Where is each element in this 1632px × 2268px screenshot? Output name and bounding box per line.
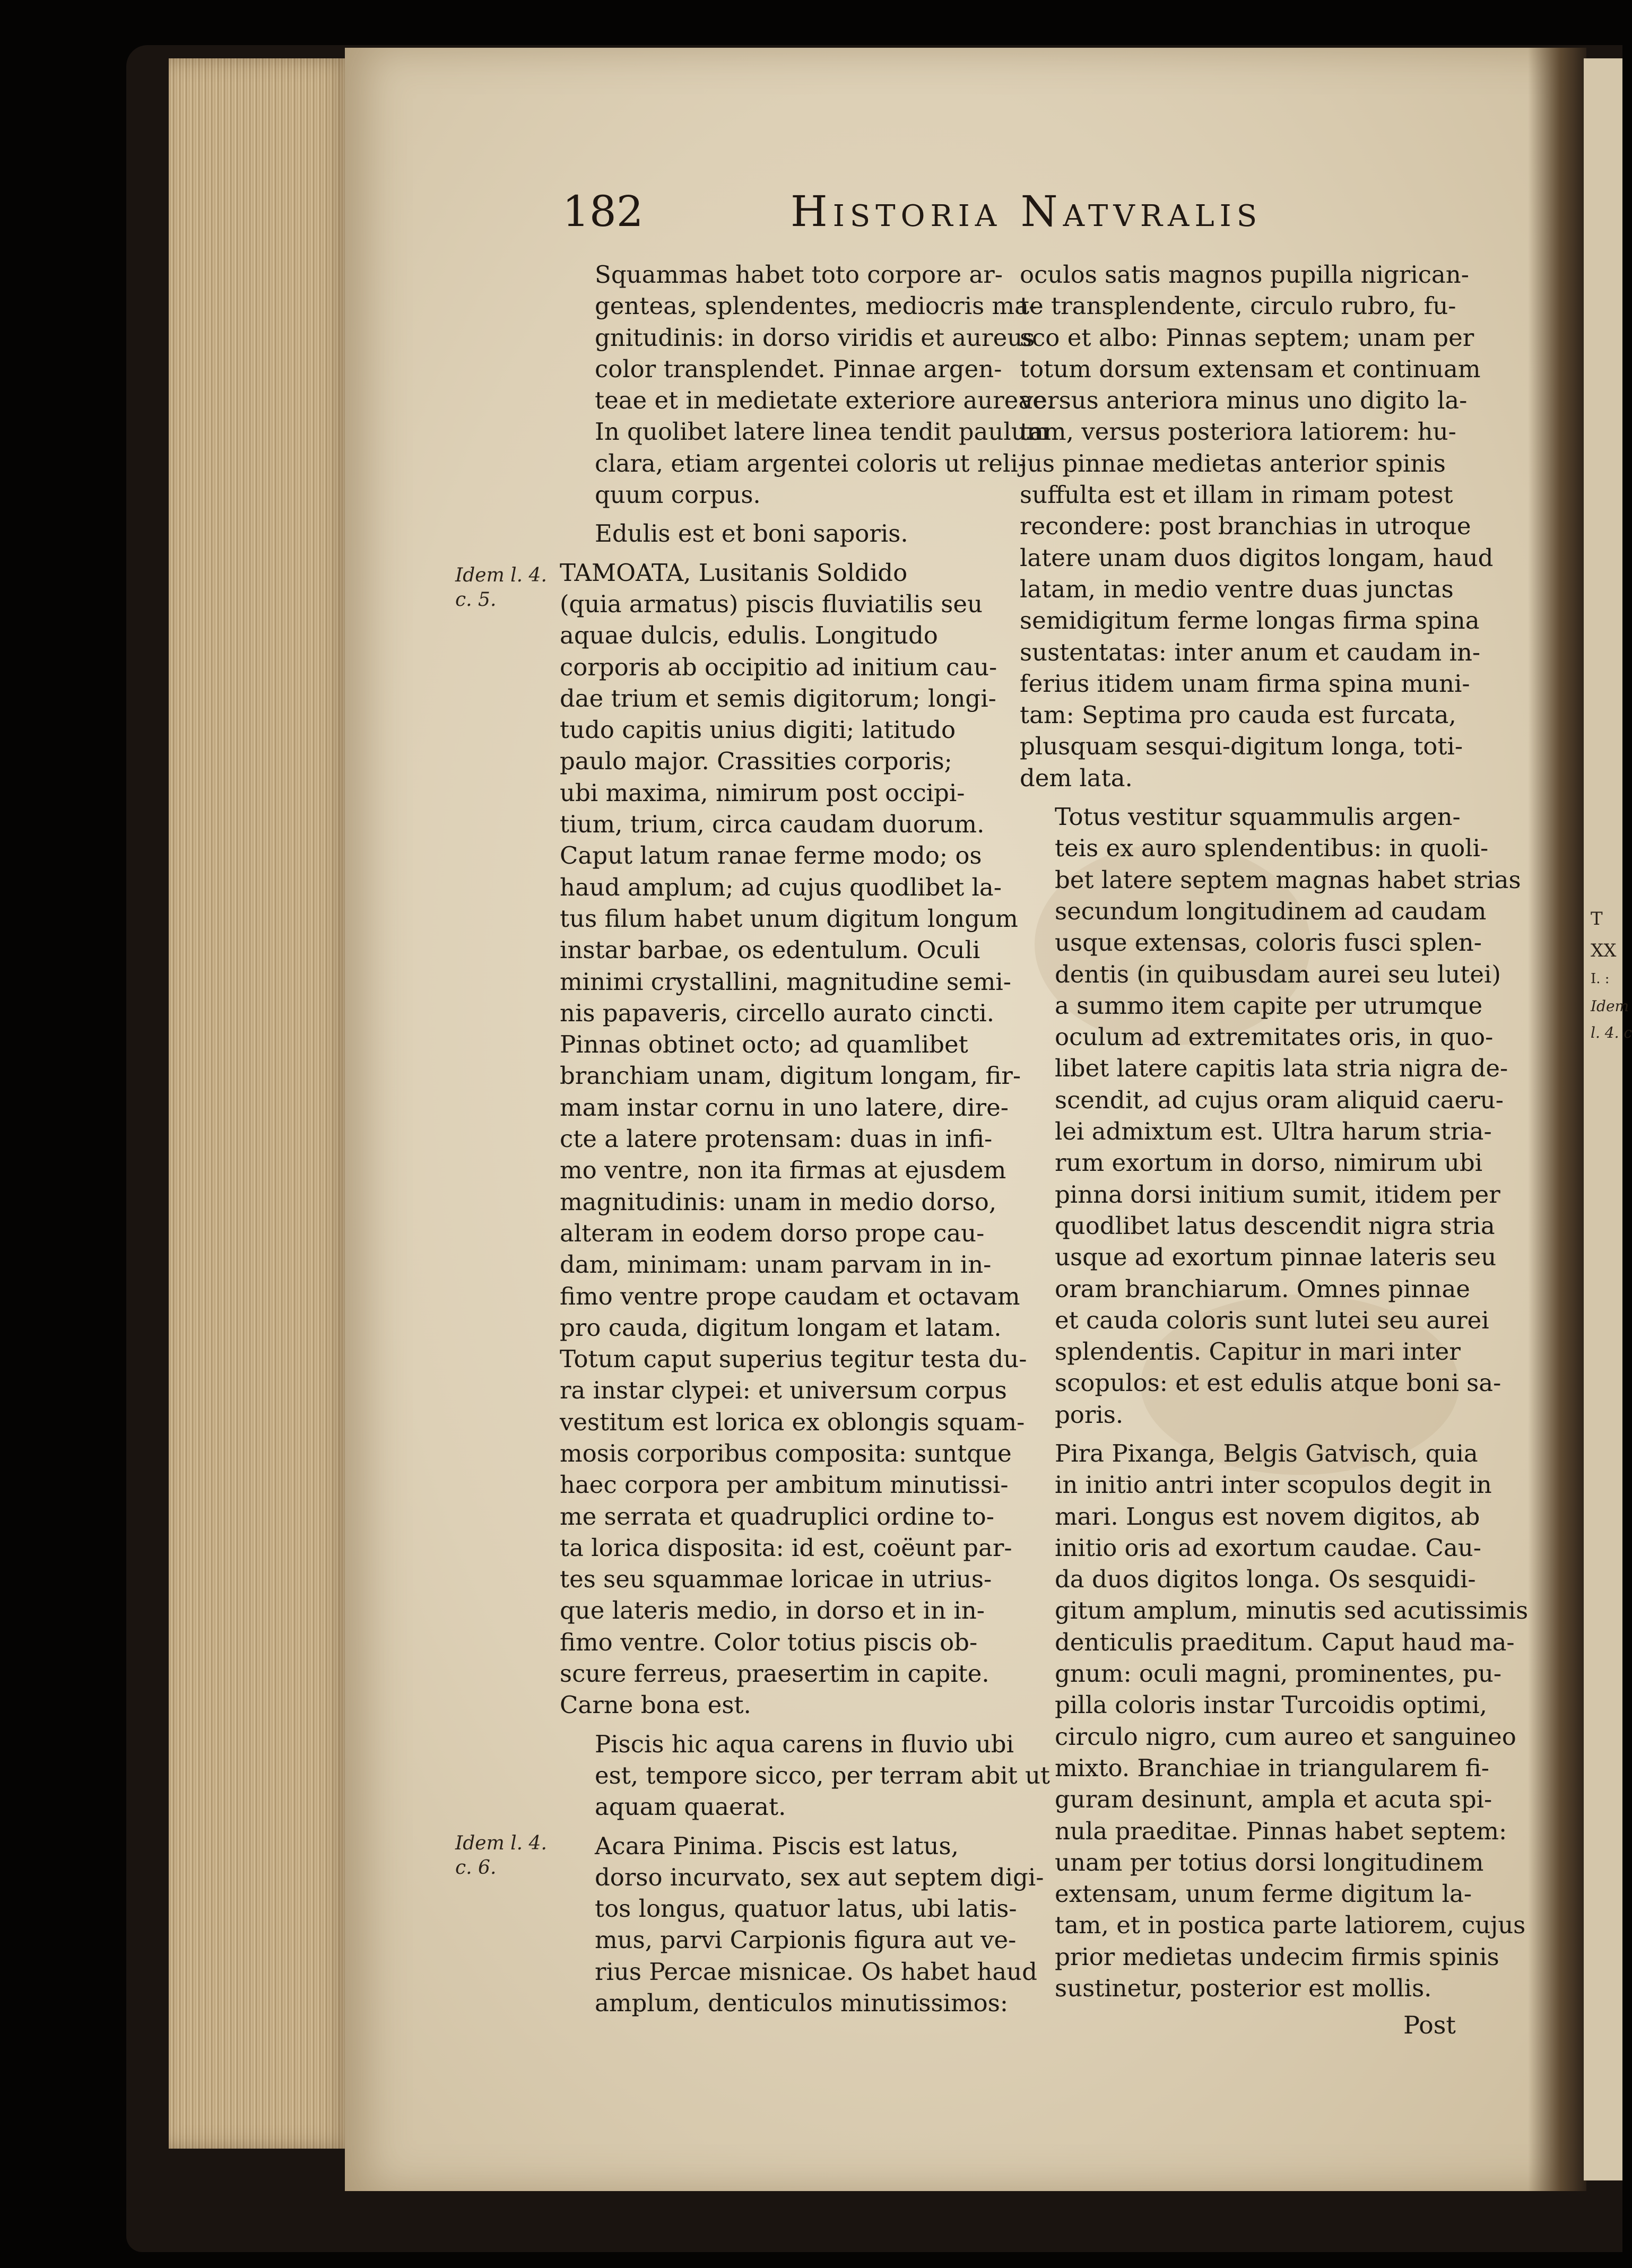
- text-line: que lateris medio, in dorso et in in-: [560, 1596, 985, 1625]
- text-line: ta lorica disposita: id est, coëunt par-: [560, 1533, 1012, 1562]
- text-line: pilla coloris instar Turcoidis optimi,: [1055, 1691, 1487, 1719]
- text-line: semidigitum ferme longas firma spina: [1020, 606, 1480, 635]
- paragraph: [1020, 259, 1494, 794]
- running-title: Historia Natvralis: [791, 187, 1263, 236]
- text-line: dem lata.: [1020, 763, 1133, 792]
- text-line: splendentis. Capitur in mari inter: [1055, 1337, 1461, 1366]
- text-line: et cauda coloris sunt lutei seu aurei: [1055, 1306, 1489, 1334]
- text-line: paulo major. Crassities corporis;: [560, 747, 952, 776]
- page-gutter: [1528, 48, 1586, 2191]
- text-line: aquae dulcis, edulis. Longitudo: [560, 621, 938, 650]
- text-line: tam, versus posteriora latiorem: hu-: [1020, 418, 1456, 446]
- text-line: quodlibet latus descendit nigra stria: [1055, 1211, 1495, 1240]
- next-page-fragment: l. 4. c: [1591, 1024, 1632, 1041]
- text-line: plusquam sesqui-digitum longa, toti-: [1020, 732, 1463, 761]
- text-line: circulo nigro, cum aureo et sanguineo: [1055, 1722, 1516, 1751]
- text-line: tam, et in postica parte latiorem, cujus: [1055, 1911, 1526, 1940]
- paragraph: [1020, 801, 1521, 1430]
- text-line: ferius itidem unam firma spina muni-: [1020, 669, 1470, 698]
- paragraph: [560, 557, 1027, 1721]
- text-line: (quia armatus) piscis fluviatilis seu: [560, 589, 983, 618]
- text-line: corporis ab occipitio ad initium cau-: [560, 653, 997, 681]
- text-line: TAMOATA, Lusitanis Soldido: [560, 558, 908, 587]
- running-header: [562, 187, 1544, 245]
- paragraph: [560, 1830, 1044, 2019]
- text-line: Caput latum ranae ferme modo; os: [560, 841, 982, 870]
- text-line: magnitudinis: unam in medio dorso,: [560, 1187, 997, 1216]
- text-line: scopulos: et est edulis atque boni sa-: [1055, 1369, 1501, 1397]
- text-line: tium, trium, circa caudam duorum.: [560, 810, 985, 839]
- text-line: mixto. Branchiae in triangularem fi-: [1055, 1753, 1489, 1782]
- text-line: gnitudinis: in dorso viridis et aureus: [595, 323, 1035, 352]
- text-line: dentis (in quibusdam aurei seu lutei): [1055, 960, 1501, 988]
- margin-note: Idem l. 4. c. 6.: [455, 1832, 547, 1879]
- text-line: sustinetur, posterior est mollis.: [1055, 1974, 1432, 2003]
- next-page-fragment: T: [1591, 908, 1603, 929]
- text-line: guram desinunt, ampla et acuta spi-: [1055, 1785, 1492, 1814]
- text-line: oculos satis magnos pupilla nigrican-: [1020, 260, 1469, 289]
- text-line: nis papaveris, circello aurato cincti.: [560, 998, 995, 1027]
- text-line: teis ex auro splendentibus: in quoli-: [1055, 834, 1489, 863]
- text-line: aquam quaerat.: [595, 1793, 786, 1821]
- text-line: initio oris ad exortum caudae. Cau-: [1055, 1533, 1481, 1562]
- text-line: branchiam unam, digitum longam, fir-: [560, 1062, 1021, 1090]
- text-line: clara, etiam argentei coloris ut reli-: [595, 449, 1027, 477]
- text-line: pinna dorsi initium sumit, itidem per: [1055, 1180, 1500, 1209]
- text-line: scendit, ad cujus oram aliquid caeru-: [1055, 1085, 1504, 1114]
- text-line: rius Percae misnicae. Os habet haud: [595, 1957, 1037, 1986]
- next-page-fragment: XX: [1591, 940, 1617, 961]
- text-line: Pinnas obtinet octo; ad quamlibet: [560, 1030, 968, 1059]
- text-line: cte a latere protensam: duas in infi-: [560, 1125, 993, 1153]
- text-line: poris.: [1055, 1400, 1124, 1429]
- page-edges: [169, 58, 352, 2149]
- next-page-edge: [1584, 58, 1622, 2180]
- text-line: mam instar cornu in uno latere, dire-: [560, 1093, 1009, 1122]
- paragraph: [560, 518, 1000, 549]
- text-line: secundum longitudinem ad caudam: [1055, 897, 1487, 925]
- paragraph: [560, 259, 1055, 510]
- text-line: prior medietas undecim firmis spinis: [1055, 1942, 1499, 1971]
- text-line: recondere: post branchias in utroque: [1020, 512, 1471, 541]
- text-line: nula praeditae. Pinnas habet septem:: [1055, 1817, 1507, 1845]
- text-line: te transplendente, circulo rubro, fu-: [1020, 292, 1456, 320]
- text-line: alteram in eodem dorso prope cau-: [560, 1219, 985, 1247]
- text-line: ra instar clypei: et universum corpus: [560, 1376, 1007, 1405]
- catchword: Post: [1403, 2011, 1456, 2039]
- text-line: versus anteriora minus uno digito la-: [1020, 386, 1468, 415]
- text-line: totum dorsum extensam et continuam: [1020, 354, 1481, 383]
- text-line: haud amplum; ad cujus quodlibet la-: [560, 873, 1002, 901]
- text-line: Totus vestitur squammulis argen-: [1055, 803, 1461, 831]
- text-line: pro cauda, digitum longam et latam.: [560, 1313, 1002, 1342]
- text-line: dorso incurvato, sex aut septem digi-: [595, 1863, 1044, 1891]
- paragraph: [1020, 1438, 1529, 2004]
- text-line: usque ad exortum pinnae lateris seu: [1055, 1243, 1497, 1272]
- text-line: tes seu squammae loricae in utrius-: [560, 1565, 992, 1594]
- text-line: tos longus, quatuor latus, ubi latis-: [595, 1895, 1017, 1923]
- text-line: instar barbae, os edentulum. Oculi: [560, 936, 980, 964]
- text-line: bet latere septem magnas habet strias: [1055, 865, 1521, 894]
- text-line: Pira Pixanga, Belgis Gatvisch, quia: [1055, 1439, 1478, 1467]
- text-line: oram branchiarum. Omnes pinnae: [1055, 1274, 1470, 1303]
- next-page-fragment: Idem: [1591, 997, 1629, 1015]
- text-line: tam: Septima pro cauda est furcata,: [1020, 701, 1456, 729]
- text-line: haec corpora per ambitum minutissi-: [560, 1471, 1009, 1499]
- next-page-fragment: I. :: [1591, 971, 1610, 987]
- text-line: gnum: oculi magni, prominentes, pu-: [1055, 1659, 1502, 1688]
- text-line: quum corpus.: [595, 481, 761, 509]
- text-line: fimo ventre. Color totius piscis ob-: [560, 1628, 978, 1656]
- text-line: latam, in medio ventre duas junctas: [1020, 575, 1454, 603]
- text-line: tus filum habet unum digitum longum: [560, 904, 1018, 933]
- text-line: in initio antri inter scopulos degit in: [1055, 1471, 1492, 1499]
- text-line: rum exortum in dorso, nimirum ubi: [1055, 1149, 1483, 1177]
- text-line: color transplendet. Pinnae argen-: [595, 354, 1002, 383]
- text-line: Acara Pinima. Piscis est latus,: [595, 1831, 959, 1860]
- margin-note: Idem l. 4. c. 5.: [455, 564, 547, 611]
- text-line: suffulta est et illam in rimam potest: [1020, 481, 1453, 509]
- text-line: Squammas habet toto corpore ar-: [595, 260, 1003, 289]
- text-line: denticulis praeditum. Caput haud ma-: [1055, 1628, 1515, 1656]
- text-line: scure ferreus, praesertim in capite.: [560, 1659, 989, 1688]
- text-line: Totum caput superius tegitur testa du-: [560, 1345, 1027, 1374]
- text-line: minimi crystallini, magnitudine semi-: [560, 967, 1011, 996]
- text-line: genteas, splendentes, mediocris ma-: [595, 292, 1037, 320]
- text-line: tudo capitis unius digiti; latitudo: [560, 716, 956, 744]
- text-line: mosis corporibus composita: suntque: [560, 1439, 1012, 1467]
- text-line: Carne bona est.: [560, 1691, 751, 1719]
- text-line: In quolibet latere linea tendit paulum: [595, 418, 1049, 446]
- text-line: da duos digitos longa. Os sesquidi-: [1055, 1565, 1476, 1594]
- right-column: [1020, 259, 1529, 2011]
- text-line: ubi maxima, nimirum post occipi-: [560, 778, 965, 807]
- text-line: libet latere capitis lata stria nigra de-: [1055, 1054, 1508, 1083]
- page-number: 182: [562, 187, 644, 236]
- text-line: latere unam duos digitos longam, haud: [1020, 543, 1494, 572]
- paragraph: [560, 1728, 1051, 1823]
- text-line: extensam, unum ferme digitum la-: [1055, 1880, 1472, 1908]
- text-line: amplum, denticulos minutissimos:: [595, 1989, 1009, 2018]
- text-line: vestitum est lorica ex oblongis squam-: [560, 1407, 1025, 1436]
- text-line: fimo ventre prope caudam et octavam: [560, 1282, 1020, 1310]
- text-line: mari. Longus est novem digitos, ab: [1055, 1502, 1480, 1531]
- text-line: oculum ad extremitates oris, in quo-: [1055, 1023, 1494, 1052]
- text-line: unam per totius dorsi longitudinem: [1055, 1848, 1484, 1876]
- text-line: usque extensas, coloris fusci splen-: [1055, 928, 1482, 957]
- text-line: sustentatas: inter anum et caudam in-: [1020, 638, 1481, 666]
- text-line: jus pinnae medietas anterior spinis: [1020, 449, 1446, 477]
- text-line: teae et in medietate exteriore aureae.: [595, 386, 1055, 415]
- text-line: Piscis hic aqua carens in fluvio ubi: [595, 1730, 1014, 1758]
- text-line: mo ventre, non ita firmas at ejusdem: [560, 1156, 1006, 1185]
- text-line: gitum amplum, minutis sed acutissimis: [1055, 1596, 1529, 1625]
- text-line: mus, parvi Carpionis figura aut ve-: [595, 1926, 1017, 1954]
- text-line: dam, minimam: unam parvam in in-: [560, 1250, 992, 1279]
- text-line: sco et albo: Pinnas septem; unam per: [1020, 323, 1474, 352]
- text-line: lei admixtum est. Ultra harum stria-: [1055, 1117, 1492, 1146]
- text-line: est, tempore sicco, per terram abit ut: [595, 1761, 1051, 1789]
- text-line: a summo item capite per utrumque: [1055, 991, 1483, 1020]
- left-column: [560, 259, 1055, 2026]
- text-line: me serrata et quadruplici ordine to-: [560, 1502, 994, 1531]
- text-line: Edulis est et boni saporis.: [595, 519, 908, 548]
- text-line: dae trium et semis digitorum; longi-: [560, 684, 996, 712]
